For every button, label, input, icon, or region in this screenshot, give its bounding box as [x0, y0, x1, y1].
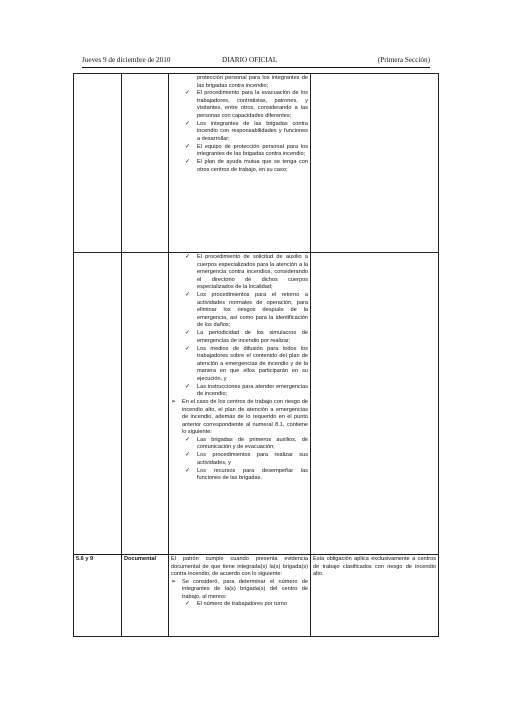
check-icon: ✓ [185, 345, 191, 352]
list-item [171, 346, 308, 384]
table-row [74, 253, 439, 555]
list-item-text: Los procedimientos para el retorno a actividades normales de operación, para eliminar los riesgos después de la emergencia, así como para la identificación de los daños; [197, 292, 308, 328]
list-item [171, 292, 308, 330]
list-item [171, 159, 308, 174]
check-icon: ✓ [185, 467, 191, 474]
cell-criteria [169, 74, 311, 253]
arrow-item-text: En el caso de los centros de trabajo con riesgo de incendio alto, el plan de atención a emergencias de incendio, además de lo requerido en el punto anterior correspondiente al numeral 8.1, contiene lo siguiente: [182, 399, 308, 435]
verification-table [73, 73, 439, 637]
check-icon: ✓ [185, 143, 191, 150]
arrow-item-text: Se consideró, para determinar el número de integrantes de la(s) brigada(s) del centro de trabajo, al menos: [182, 578, 308, 600]
check-icon: ✓ [185, 254, 191, 260]
cell-criteria [169, 253, 311, 555]
header-title: DIARIO OFICIAL [222, 56, 278, 64]
list-item-text: El procedimiento para la evacuación de los trabajadores, contratistas, patrones, y visitantes, entre otros, considerando a las personas con capacidades diferentes; [197, 90, 308, 119]
cell-number: 5.6 y 9 [74, 555, 122, 637]
cell-type [122, 74, 169, 253]
list-item [171, 601, 308, 609]
list-item-text: El plan de ayuda mutua que se tenga con otros centros de trabajo, en su caso; [197, 159, 308, 173]
list-item [171, 144, 308, 159]
check-icon: ✓ [185, 90, 191, 96]
header-date: Jueves 9 de diciembre de 2010 [82, 56, 171, 64]
list-item [171, 254, 308, 292]
list-item-text: Las instrucciones para atender emergencias de incendio; [197, 383, 308, 397]
header-section: (Primera Sección) [377, 56, 430, 64]
list-item [171, 121, 308, 144]
list-item-text: Las brigadas de primeros auxilios, de comunicación y de evacuación; [197, 436, 308, 450]
cell-notes: Esta obligación aplica exclusivamente a centros de trabajo clasificados con riesgo de incendio alto. [311, 555, 439, 637]
check-icon: ✓ [185, 452, 191, 458]
list-item [171, 437, 308, 452]
criteria-intro: El patrón cumple cuando presenta evidencia documental de que tiene integrada(s) la(s) brigada(s) contra incendio, de acuerdo con lo siguiente: [171, 556, 308, 577]
list-item-text: El número de trabajadores por turno [197, 601, 287, 607]
cell-notes [311, 74, 439, 253]
list-item-text: Los medios de difusión para todos los trabajadores sobre el contenido del plan de atención a emergencias de incendio y de la manera en que ellos participarán en su ejecución, y [197, 345, 308, 382]
list-item-text: El procedimiento de solicitud de auxilio a cuerpos especializados para la atención a la emergencia contra incendios, considerando el directorio de dichos cuerpos especializados de la localidad; [197, 254, 308, 290]
list-item [171, 468, 308, 483]
arrow-item [171, 579, 308, 602]
cell-type [122, 253, 169, 555]
list-item [171, 90, 308, 120]
check-icon: ✓ [185, 383, 191, 390]
check-icon: ✓ [185, 436, 191, 443]
check-icon: ✓ [185, 120, 191, 127]
check-icon: ✓ [185, 330, 191, 336]
continued-text: protección personal para los integrantes de las brigadas contra incendio; [197, 75, 308, 89]
check-icon: ✓ [185, 159, 191, 165]
list-item [171, 384, 308, 399]
cell-notes [311, 253, 439, 555]
list-item-text: La periodicidad de los simulacros de emergencias de incendio por realizar; [197, 330, 308, 344]
arrow-item [171, 399, 308, 437]
cell-number [74, 253, 122, 555]
cell-number [74, 74, 122, 253]
header-rule [82, 67, 430, 68]
list-item-text: Los procedimientos para realizar sus actividades, y [197, 452, 308, 466]
table-row [74, 555, 439, 637]
table-row [74, 74, 439, 253]
arrow-bullet-icon: ➢ [171, 578, 177, 585]
list-item-text: Los recursos para desempeñar las funciones de las brigadas. [197, 467, 308, 481]
list-item-text: Los integrantes de las brigadas contra incendio con responsabilidades y funciones a desarrollar; [197, 120, 308, 142]
list-item [171, 452, 308, 467]
check-icon: ✓ [185, 601, 191, 607]
cell-type: Documental [122, 555, 169, 637]
check-icon: ✓ [185, 292, 191, 298]
list-item-text: El equipo de protección personal para los integrantes de las brigadas contra incendio; [197, 143, 308, 157]
cell-criteria [169, 555, 311, 637]
arrow-bullet-icon: ➢ [171, 399, 177, 405]
list-item [171, 330, 308, 345]
